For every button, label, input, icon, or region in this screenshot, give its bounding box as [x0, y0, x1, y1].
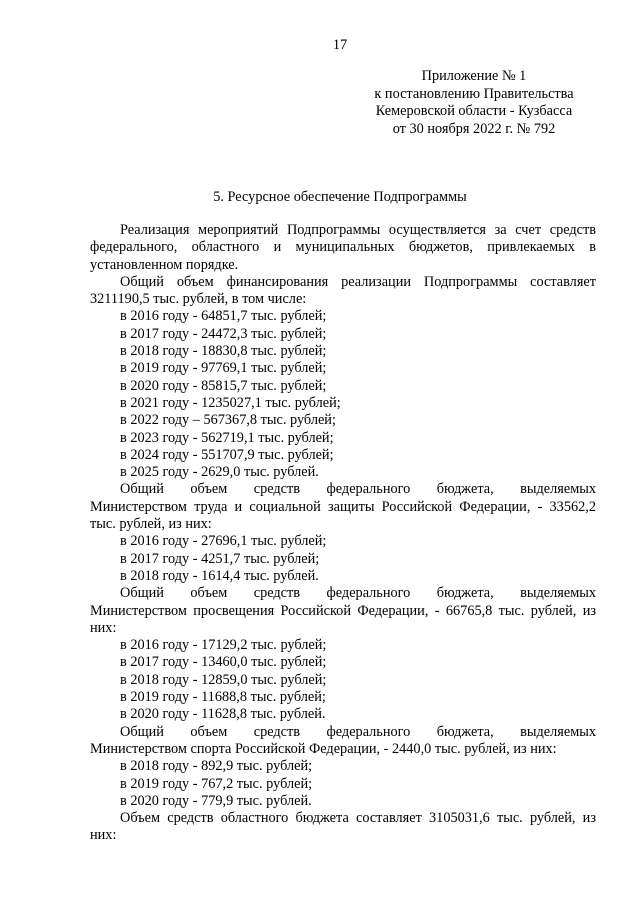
list-item: в 2020 году - 85815,7 тыс. рублей;: [120, 377, 327, 394]
word: выделяемых: [520, 481, 596, 498]
word: федерального: [326, 723, 411, 740]
list-item: в 2019 году - 767,2 тыс. рублей;: [120, 775, 313, 792]
page-number: 17: [332, 37, 348, 53]
word: выделяемых: [520, 723, 596, 740]
list-item: в 2022 году – 567367,8 тыс. рублей;: [120, 412, 336, 429]
word: объем: [190, 723, 228, 740]
education-ministry-paragraph: [90, 585, 596, 637]
list-item: в 2017 году - 4251,7 тыс. рублей;: [120, 550, 320, 567]
word: средств: [253, 585, 301, 602]
total-funding-paragraph: Общий объем финансирования реализации Подпрограммы составляет 3211190,5 тыс. рублей, в том числе:: [90, 273, 596, 308]
word: Общий: [120, 723, 164, 740]
appendix-line: от 30 ноября 2022 г. № 792: [392, 120, 556, 137]
labor-ministry-list: [90, 533, 596, 585]
total-funding-list: [90, 308, 596, 481]
paragraph-rest: Министерством спорта Российской Федерации, - 2440,0 тыс. рублей, из них:: [90, 740, 557, 757]
paragraph-rest: Министерством просвещения Российской Федерации, - 66765,8 тыс. рублей, из них:: [90, 602, 596, 636]
word: бюджета,: [436, 585, 494, 602]
list-item: в 2016 году - 17129,2 тыс. рублей;: [120, 637, 327, 654]
list-item: в 2019 году - 97769,1 тыс. рублей;: [120, 360, 327, 377]
word: средств: [253, 723, 301, 740]
appendix-line: Кемеровской области - Кузбасса: [375, 103, 573, 119]
word: федерального: [326, 585, 411, 602]
education-ministry-list: [90, 637, 596, 723]
list-item: в 2017 году - 24472,3 тыс. рублей;: [120, 325, 327, 342]
list-item: в 2018 году - 12859,0 тыс. рублей;: [120, 671, 327, 688]
intro-paragraph: Реализация мероприятий Подпрограммы осуществляется за счет средств федерального, областного и муниципальных бюджетов, привлекаемых в установленном порядке.: [90, 222, 596, 273]
word: Общий: [120, 585, 164, 602]
appendix-line: Приложение № 1: [421, 68, 527, 84]
word: выделяемых: [520, 585, 596, 602]
list-item: в 2018 году - 18830,8 тыс. рублей;: [120, 343, 327, 360]
list-item: в 2018 году - 1614,4 тыс. рублей.: [120, 567, 319, 584]
list-item: в 2020 году - 11628,8 тыс. рублей.: [120, 706, 326, 723]
sport-ministry-paragraph: [90, 724, 596, 759]
word: бюджета,: [436, 481, 494, 498]
word: средств: [253, 481, 301, 498]
sport-ministry-list: [90, 758, 596, 810]
paragraph-rest: Министерством труда и социальной защиты Российской Федерации, - 33562,2 тыс. рублей, из них:: [90, 498, 596, 533]
list-item: в 2017 году - 13460,0 тыс. рублей;: [120, 654, 327, 671]
document-body: [90, 222, 596, 845]
paragraph-first-line: [90, 724, 596, 741]
list-item: в 2018 году - 892,9 тыс. рублей;: [120, 758, 313, 775]
appendix-header: [356, 68, 592, 138]
labor-ministry-paragraph: [90, 481, 596, 533]
regional-budget-paragraph: Объем средств областного бюджета составляет 3105031,6 тыс. рублей, из них:: [90, 810, 596, 844]
list-item: в 2023 году - 562719,1 тыс. рублей;: [120, 429, 334, 446]
word: Общий: [120, 481, 164, 498]
section-title: 5. Ресурсное обеспечение Подпрограммы: [213, 189, 467, 205]
list-item: в 2024 году - 551707,9 тыс. рублей;: [120, 446, 334, 463]
word: объем: [190, 585, 228, 602]
list-item: в 2020 году - 779,9 тыс. рублей.: [120, 792, 312, 809]
list-item: в 2016 году - 27696,1 тыс. рублей;: [120, 533, 327, 550]
word: федерального: [326, 481, 411, 498]
appendix-line: к постановлению Правительства: [374, 85, 574, 102]
list-item: в 2016 году - 64851,7 тыс. рублей;: [120, 308, 327, 325]
list-item: в 2025 году - 2629,0 тыс. рублей.: [120, 464, 319, 481]
paragraph-first-line: [90, 481, 596, 498]
word: бюджета,: [436, 723, 494, 740]
list-item: в 2021 году - 1235027,1 тыс. рублей;: [120, 394, 341, 411]
paragraph-first-line: [90, 585, 596, 602]
list-item: в 2019 году - 11688,8 тыс. рублей;: [120, 689, 326, 706]
word: объем: [190, 481, 228, 498]
